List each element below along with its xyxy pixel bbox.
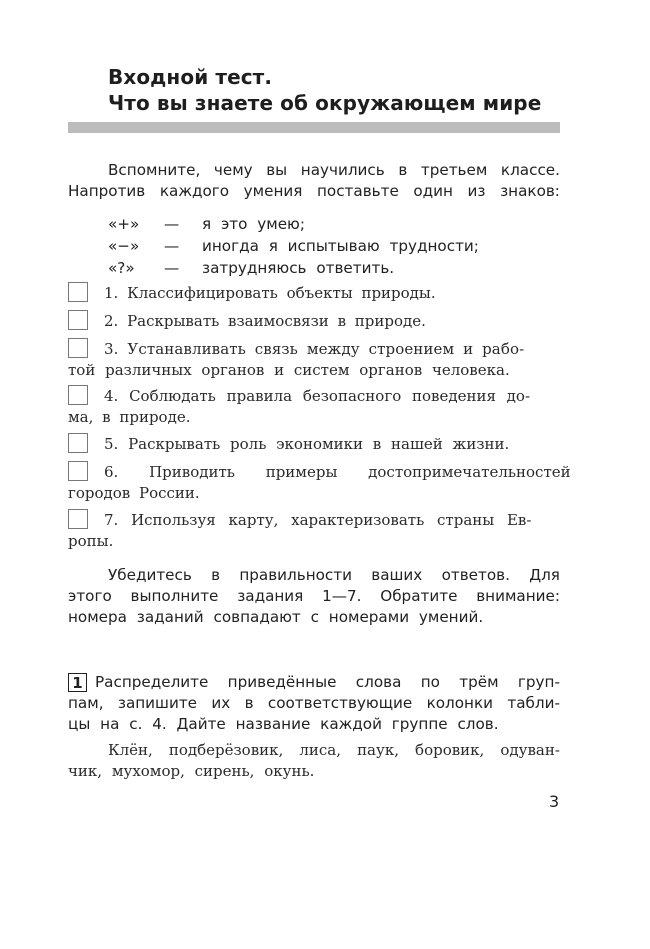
intro-line-1: Вспомните, чему вы научились в третьем классе. bbox=[108, 161, 560, 179]
intro-paragraph bbox=[68, 160, 560, 202]
legend-row-plus: «+» — я это умею; bbox=[108, 215, 305, 233]
page-number: 3 bbox=[549, 792, 560, 811]
skill-item-5: 5. Раскрывать роль экономики в нашей жизни. bbox=[68, 432, 560, 456]
skill-item-7: 7. Используя карту, характеризовать страны Ев- ропы. bbox=[68, 511, 532, 550]
skill-checkbox-5[interactable] bbox=[68, 433, 88, 453]
skill-checkbox-1[interactable] bbox=[68, 282, 88, 302]
skill-item-4: 4. Соблюдать правила безопасного поведения до- ма, в природе. bbox=[68, 387, 531, 426]
skill-checkbox-6[interactable] bbox=[68, 461, 88, 481]
skill-checkbox-4[interactable] bbox=[68, 385, 88, 405]
skill-item-3: 3. Устанавливать связь между строением и рабо- той различных органов и систем органов человека. bbox=[68, 340, 525, 379]
skill-checkbox-3[interactable] bbox=[68, 338, 88, 358]
task-1-word-list: Клён, подберёзовик, лиса, паук, боровик, одуван- чик, мухомор, сирень, окунь. bbox=[68, 741, 560, 780]
title-divider-bar bbox=[68, 122, 560, 133]
page-title bbox=[108, 64, 541, 116]
skill-item-6: 6. Приводить примеры достопримечательностей городов России. bbox=[68, 463, 571, 502]
symbol-legend bbox=[108, 213, 479, 279]
check-paragraph: Убедитесь в правильности ваших ответов. Для этого выполните задания 1—7. Обратите внимание: номера заданий совпадают с номерами умений. bbox=[68, 566, 560, 626]
intro-line-2: Напротив каждого умения поставьте один из знаков: bbox=[68, 182, 560, 200]
legend-row-minus: «−» — иногда я испытываю трудности; bbox=[108, 237, 479, 255]
task-1: 1 Распределите приведённые слова по трём груп- пам, запишите их в соответствующие колонки табли- цы на с. 4. Дайте название каждой группе слов. bbox=[68, 673, 560, 733]
title-line-2: Что вы знаете об окружающем мире bbox=[108, 91, 542, 115]
title-line-1: Входной тест. bbox=[108, 65, 273, 89]
task-number-badge: 1 bbox=[68, 673, 87, 692]
skill-item-1: 1. Классифицировать объекты природы. bbox=[68, 281, 560, 305]
skill-checkbox-7[interactable] bbox=[68, 509, 88, 529]
legend-row-question: «?» — затрудняюсь ответить. bbox=[108, 259, 395, 277]
skill-checkbox-2[interactable] bbox=[68, 310, 88, 330]
skill-item-2: 2. Раскрывать взаимосвязи в природе. bbox=[68, 309, 560, 333]
